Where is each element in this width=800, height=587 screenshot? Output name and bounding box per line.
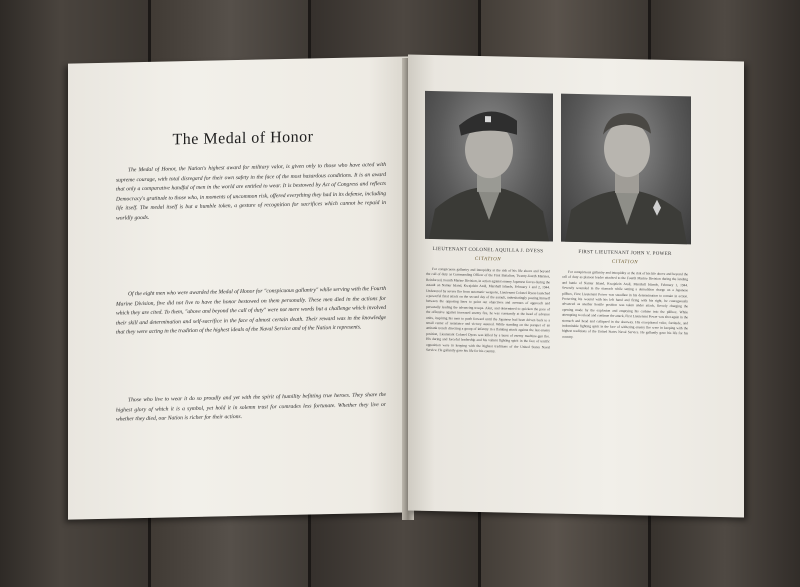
right-page: [408, 54, 744, 517]
portrait-caption: LIEUTENANT COLONEL AQUILLA J. DYESS: [432, 246, 544, 255]
page-title: The Medal of Honor: [172, 128, 314, 149]
portrait-caption: FIRST LIEUTENANT JOHN V. POWER: [578, 250, 672, 258]
citation-text: For conspicuous gallantry and intrepidity at the risk of his life above and beyond the call of duty as Commanding Officer of the First Battalion, Twenty-fourth Marines, Reinforced, Fourth Marine Division, in action against enemy Japanese forces during the assault on Namur Island, Kwajalein Atoll, Marshall Islands, February 1 and 2, 1944. Undeterred by severe fire from automatic weapons, Lieutenant Colonel Dyess launched a powerful final attack on the second day of the assault, unhesitatingly posting himself between the opposing lines to point out objectives and avenues of approach and personally leading the advancing troops. Alert, and determined to quicken the pace of the offensive against increased enemy fire, he was constantly at the head of advance units, inspiring his men to push forward until the Japanese had been driven back to a small center of resistance and victory assured. While standing on the parapet of an antitank trench directing a group of infantry in a flanking attack against the last enemy position, Lieutenant Colonel Dyess was killed by a burst of enemy machine-gun fire. His daring and forceful leadership and his valiant fighting spirit in the face of terrific opposition were in keeping with the highest traditions of the United States Naval Service. He gallantly gave his life for his country.: [426, 266, 550, 354]
portrait-figure-icon: [561, 94, 691, 245]
portrait-photo-power: [561, 94, 691, 245]
open-book: [62, 52, 752, 522]
portrait-photo-dyess: [425, 91, 553, 242]
citation-heading: CITATION: [474, 256, 502, 263]
citation-heading: CITATION: [611, 259, 639, 266]
left-page: [68, 56, 410, 519]
portrait-figure-icon: [425, 91, 553, 242]
paragraph: Of the eight men who were awarded the Medal of Honor for "conspicuous gallantry" while serving with the Fourth Marine Division, five did not live to have the honor bestowed on them personally. These men died in the actions for which they are cited. To them, "above and beyond the call of duty" were not mere words but a challenge which involved their skill and determination and self-sacrifice in the face of almost certain death. Their reward was in the knowledge that they were acting in the tradition of the highest ideals of the Naval Service and of the Nation it represents.: [116, 285, 386, 336]
paragraph: The Medal of Honor, the Nation's highest award for military valor, is given only to those who have acted with supreme courage, with total disregard for their own safety in the face of the most hazardous conditions. It is an award that only a comparative handful of men in the world are entitled to wear. It is bestowed by Act of Congress and reflects Democracy's gratitude to those who, in moments of uncommon risk, offered everything they had in its defense, including life itself. The medal itself is but a humble token, a gesture of recognition for sacrifices which cannot be repaid in worldly goods.: [116, 161, 386, 222]
citation-text: For conspicuous gallantry and intrepidity at the risk of his life above and beyond the call of duty as platoon leader attached to the Fourth Marine Division during the landing and battle of Namur Island, Kwajalein Atoll, Marshall Islands, February 1, 1944. Severely wounded in the stomach while setting a demolition charge on a Japanese pillbox, First Lieutenant Power was steadfast in his determination to remain in action. Protecting his wound with his left hand and firing with his right, he courageously advanced as another hostile position was taken under attack, fiercely charging the opening made by the explosion and emptying his carbine into the pillbox. While attempting to reload and continue the attack, First Lieutenant Power was shot again in the stomach and head and collapsed in the doorway. His exceptional valor, fortitude, and indomitable fighting spirit in the face of withering enemy fire were in keeping with the highest traditions of the United States Naval Service. He gallantly gave his life for his country.: [562, 269, 688, 339]
paragraph: Those who live to wear it do so proudly and yet with the spirit of humility befitting true heroes. They share the highest glory of which it is a symbol, yet hold it in solemn trust for comrades less fortunate. Whether they live or whether they died, our Nation is richer for their actions.: [116, 391, 386, 423]
